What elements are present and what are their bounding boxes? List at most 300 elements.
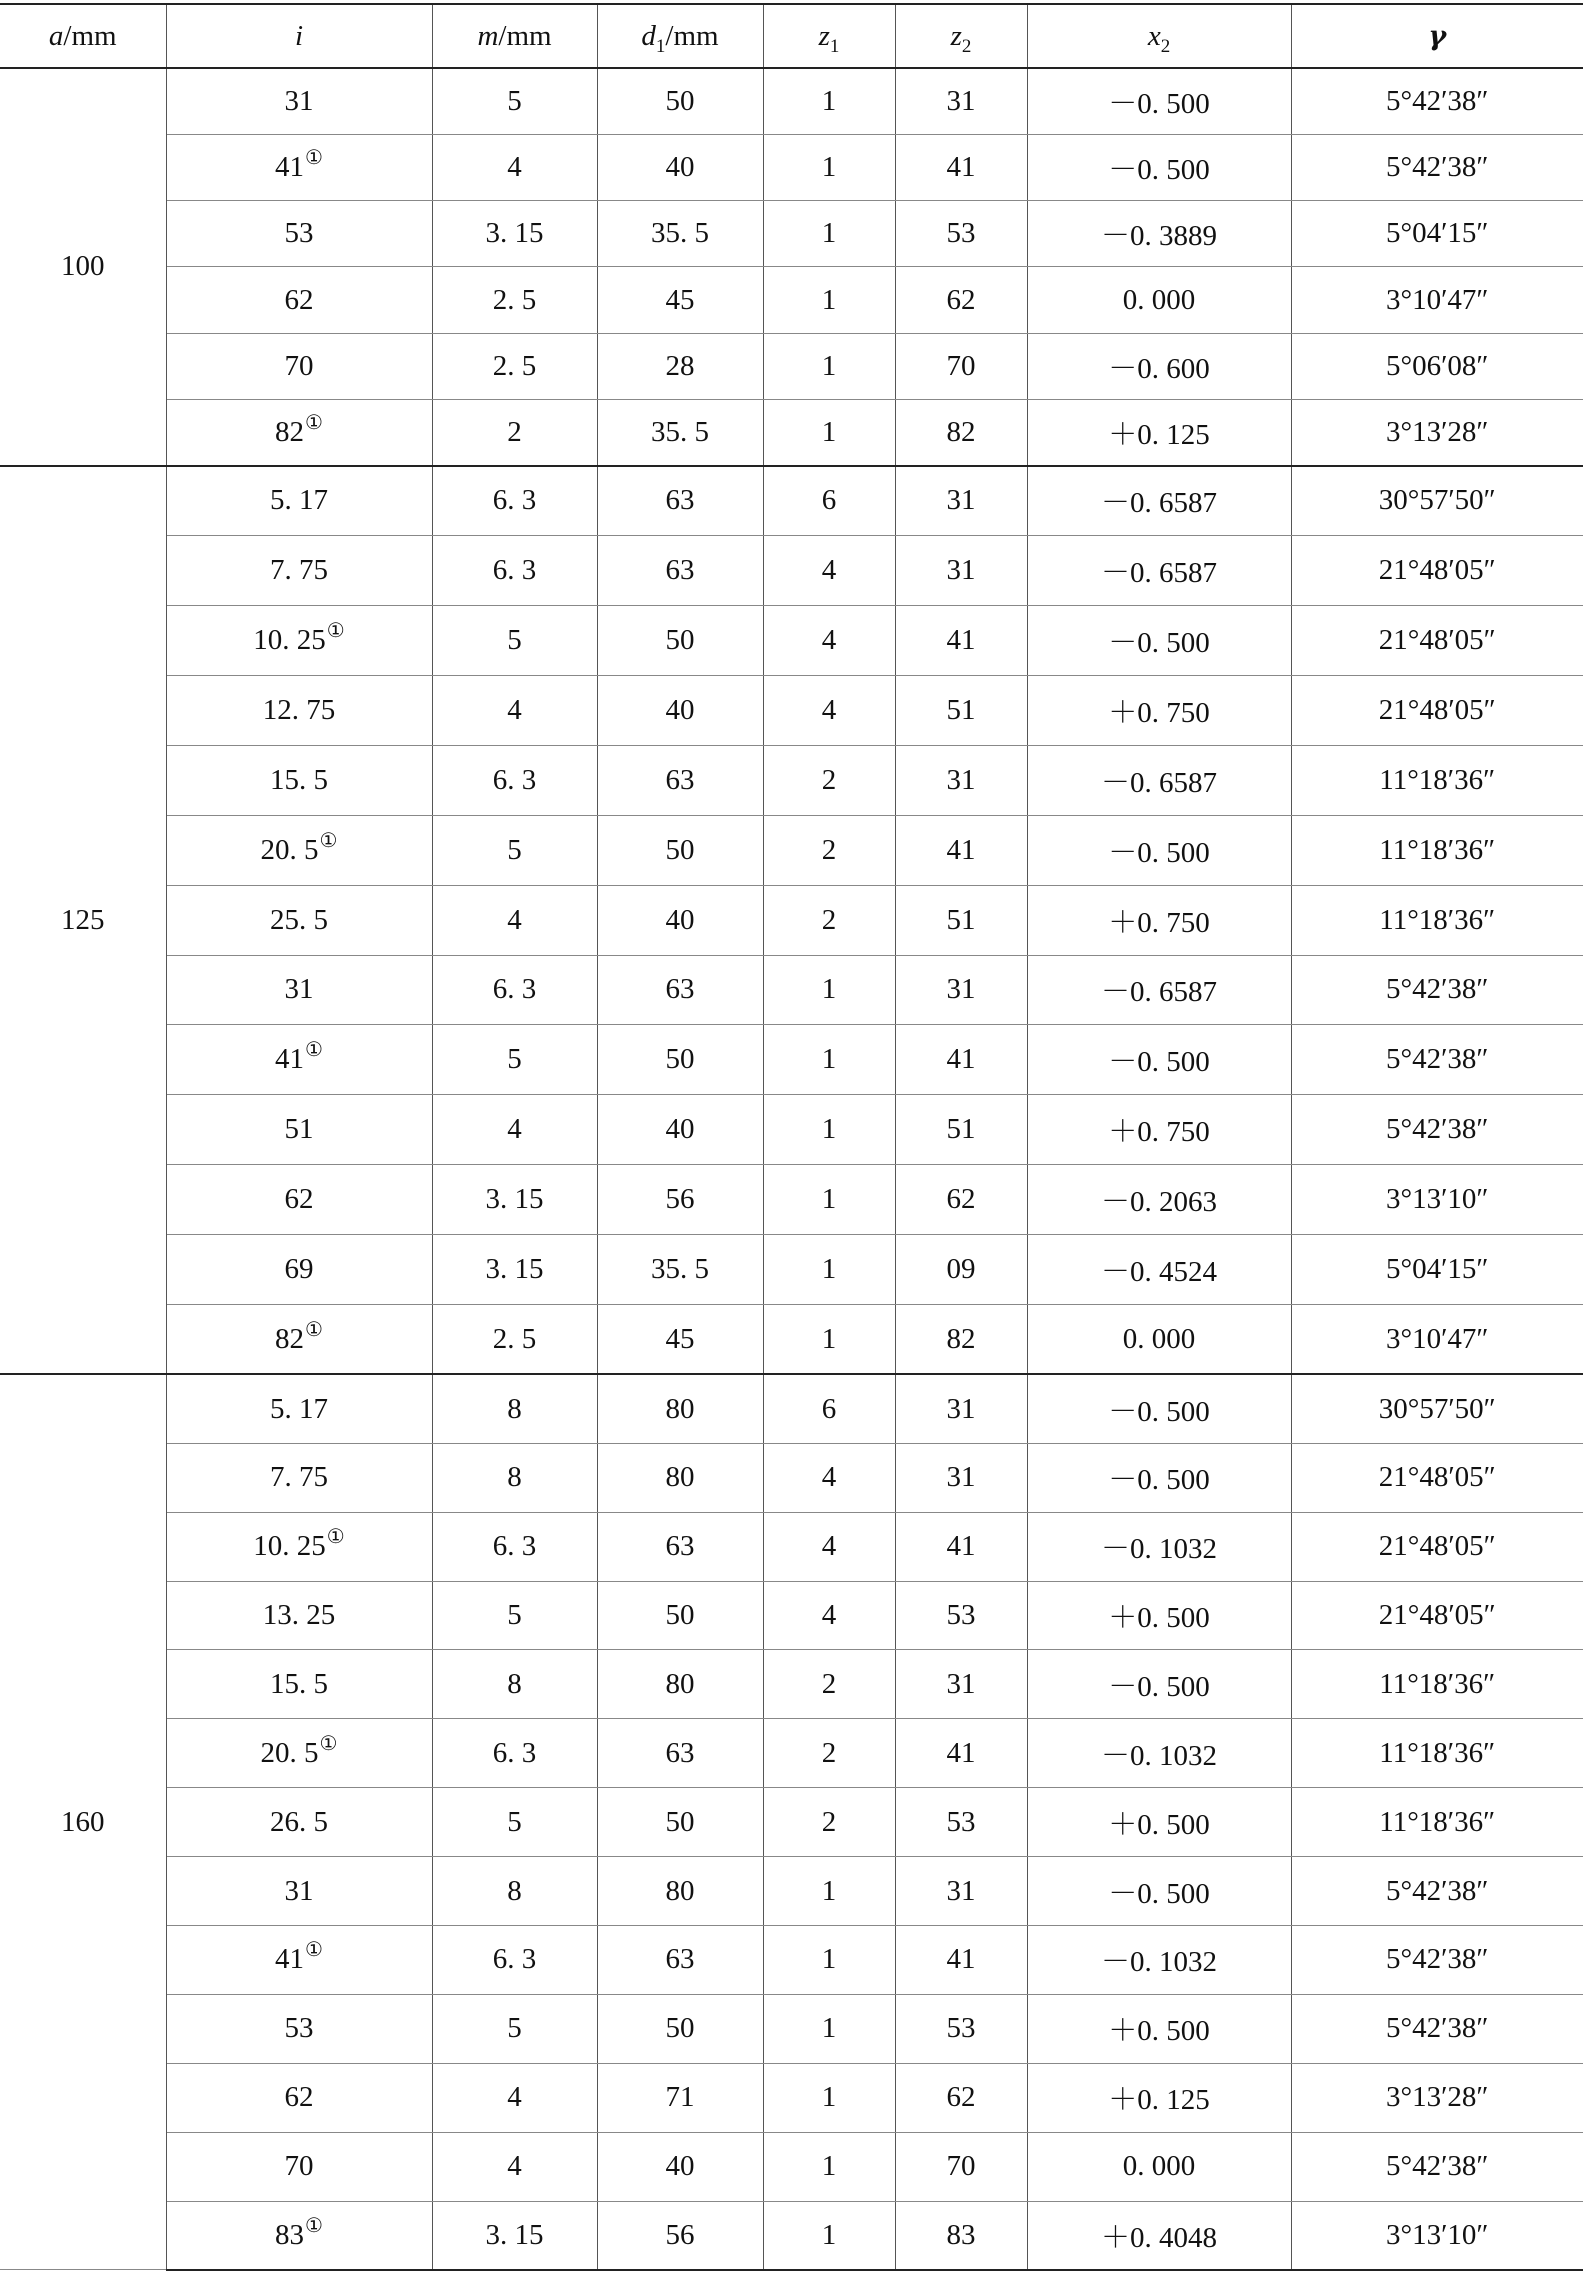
- value-m: 4: [507, 903, 522, 936]
- value-x2: ＋0. 125: [1108, 2084, 1210, 2117]
- value-z1: 2: [821, 763, 837, 796]
- table-row: [0, 333, 1583, 399]
- value-x2: 0. 000: [1122, 1322, 1196, 1355]
- header-z1: $z_1$: [763, 4, 895, 68]
- cell-i: [166, 1443, 432, 1512]
- cell-x2: [1027, 2132, 1291, 2201]
- table-row: [0, 885, 1583, 955]
- cell-m: [432, 1994, 597, 2063]
- cell-z2: [895, 1650, 1027, 1719]
- cell-x2: [1027, 466, 1291, 536]
- cell-m: [432, 1925, 597, 1994]
- value-m: 6. 3: [492, 1943, 537, 1976]
- value-z1: 1: [821, 415, 837, 448]
- value-x2: 0. 000: [1122, 283, 1196, 316]
- value-d1: 63: [665, 763, 695, 796]
- table-row: [0, 2201, 1583, 2270]
- cell-gamma: [1291, 1374, 1583, 1443]
- value-gamma: 5°42′38″: [1385, 1113, 1489, 1146]
- value-z2: 82: [946, 415, 976, 448]
- value-m: 3. 15: [485, 217, 544, 250]
- value-m: 8: [507, 1461, 522, 1494]
- table-row: [0, 399, 1583, 465]
- cell-z1: [763, 606, 895, 676]
- cell-d1: [597, 1581, 763, 1650]
- cell-m: [432, 815, 597, 885]
- value-d1: 63: [665, 973, 695, 1006]
- value-m: 5: [507, 833, 522, 866]
- value-d1: 71: [665, 2081, 695, 2114]
- cell-x2: [1027, 134, 1291, 200]
- value-x2: －0. 1032: [1100, 1533, 1217, 1566]
- value-gamma: 21°48′05″: [1378, 1461, 1496, 1494]
- value-d1: 28: [665, 349, 695, 382]
- value-m: 6. 3: [492, 1736, 537, 1769]
- value-gamma: 21°48′05″: [1378, 1598, 1496, 1631]
- table-row: [0, 1165, 1583, 1235]
- value-i: 10. 25: [253, 1530, 326, 1563]
- footnote-marker: ①: [305, 2214, 323, 2237]
- value-gamma: 3°13′28″: [1385, 2081, 1489, 2114]
- cell-z1: [763, 1235, 895, 1305]
- cell-x2: [1027, 675, 1291, 745]
- value-i: 12. 75: [262, 693, 336, 726]
- value-d1: 80: [665, 1392, 695, 1425]
- cell-z1: [763, 1025, 895, 1095]
- value-gamma: 11°18′36″: [1379, 1805, 1496, 1838]
- value-i: 5. 17: [270, 484, 328, 517]
- cell-i: [166, 1165, 432, 1235]
- cell-i: [166, 2063, 432, 2132]
- cell-x2: [1027, 399, 1291, 465]
- cell-d1: [597, 1719, 763, 1788]
- cell-d1: [597, 134, 763, 200]
- cell-z1: [763, 333, 895, 399]
- cell-x2: [1027, 606, 1291, 676]
- cell-i: [166, 466, 432, 536]
- cell-gamma: [1291, 1925, 1583, 1994]
- cell-i: [166, 745, 432, 815]
- header-i: i: [166, 4, 432, 68]
- value-z1: 2: [821, 1805, 837, 1838]
- value-i: 82: [275, 415, 305, 448]
- cell-x2: [1027, 1650, 1291, 1719]
- value-gamma: 3°10′47″: [1385, 283, 1489, 316]
- value-z1: 1: [821, 1183, 837, 1216]
- value-i: 10. 25: [253, 624, 326, 656]
- value-z2: 83: [946, 2218, 976, 2251]
- table-row: [0, 1788, 1583, 1857]
- cell-gamma: [1291, 68, 1583, 134]
- cell-z2: [895, 68, 1027, 134]
- value-d1: 35. 5: [651, 1253, 709, 1286]
- cell-z2: [895, 1374, 1027, 1443]
- cell-i: [166, 675, 432, 745]
- value-i: 5. 17: [270, 1392, 328, 1425]
- cell-z2: [895, 606, 1027, 676]
- cell-z1: [763, 1719, 895, 1788]
- cell-m: [432, 2132, 597, 2201]
- value-z2: 62: [946, 2081, 976, 2114]
- cell-i: [166, 1788, 432, 1857]
- table-row: [0, 1994, 1583, 2063]
- value-z1: 2: [821, 1736, 837, 1769]
- table-row: [0, 815, 1583, 885]
- cell-gamma: [1291, 1095, 1583, 1165]
- cell-x2: [1027, 1025, 1291, 1095]
- cell-m: [432, 1304, 597, 1374]
- value-z2: 62: [946, 1183, 976, 1216]
- value-z1: 1: [821, 1322, 837, 1355]
- header-m: m/mm: [432, 4, 597, 68]
- cell-d1: [597, 1443, 763, 1512]
- value-gamma: 5°42′38″: [1385, 973, 1489, 1006]
- cell-gamma: [1291, 955, 1583, 1025]
- table-row: [0, 466, 1583, 536]
- value-z2: 51: [946, 903, 976, 936]
- table-row: [0, 1304, 1583, 1374]
- cell-i: [166, 333, 432, 399]
- table-row: [0, 1650, 1583, 1719]
- table-row: [0, 745, 1583, 815]
- cell-i: [166, 1650, 432, 1719]
- cell-m: [432, 675, 597, 745]
- cell-i: [166, 399, 432, 465]
- cell-m: [432, 333, 597, 399]
- center-distance-cell: 160: [0, 1374, 166, 2270]
- cell-z2: [895, 134, 1027, 200]
- footnote-marker: ①: [319, 1732, 338, 1755]
- footnote-marker: ①: [305, 1939, 323, 1962]
- cell-d1: [597, 885, 763, 955]
- value-gamma: 11°18′36″: [1379, 763, 1496, 796]
- value-d1: 40: [665, 2150, 695, 2183]
- cell-x2: [1027, 333, 1291, 399]
- value-i: 20. 5: [260, 1736, 319, 1769]
- cell-d1: [597, 267, 763, 333]
- cell-i: [166, 1235, 432, 1305]
- value-z2: 31: [946, 1667, 976, 1700]
- cell-z1: [763, 134, 895, 200]
- value-gamma: 30°57′50″: [1378, 1392, 1496, 1425]
- cell-d1: [597, 1512, 763, 1581]
- cell-m: [432, 1512, 597, 1581]
- cell-z2: [895, 1304, 1027, 1374]
- value-d1: 63: [665, 1943, 695, 1976]
- table-row: [0, 536, 1583, 606]
- cell-z2: [895, 1443, 1027, 1512]
- cell-x2: [1027, 536, 1291, 606]
- value-m: 3. 15: [485, 1183, 544, 1216]
- value-z2: 41: [946, 150, 976, 183]
- cell-z1: [763, 1443, 895, 1512]
- cell-m: [432, 466, 597, 536]
- cell-z1: [763, 1512, 895, 1581]
- cell-z1: [763, 536, 895, 606]
- cell-d1: [597, 68, 763, 134]
- value-gamma: 11°18′36″: [1379, 1667, 1496, 1700]
- cell-x2: [1027, 2201, 1291, 2270]
- cell-z1: [763, 2063, 895, 2132]
- cell-z2: [895, 399, 1027, 465]
- cell-z1: [763, 1581, 895, 1650]
- table-row: [0, 1235, 1583, 1305]
- cell-d1: [597, 1374, 763, 1443]
- value-gamma: 5°06′08″: [1385, 349, 1489, 382]
- table-row: [0, 1095, 1583, 1165]
- cell-d1: [597, 1025, 763, 1095]
- value-i: 31: [284, 84, 314, 117]
- cell-m: [432, 1857, 597, 1926]
- cell-i: [166, 1581, 432, 1650]
- cell-d1: [597, 466, 763, 536]
- value-d1: 80: [665, 1874, 695, 1907]
- footnote-marker: ①: [305, 1039, 323, 1062]
- value-d1: 50: [665, 84, 695, 117]
- value-z2: 09: [946, 1253, 976, 1286]
- value-x2: －0. 500: [1108, 1464, 1210, 1497]
- value-z1: 1: [821, 2012, 837, 2045]
- cell-z2: [895, 1025, 1027, 1095]
- value-d1: 80: [665, 1461, 695, 1494]
- table-row: [0, 2132, 1583, 2201]
- cell-z2: [895, 2063, 1027, 2132]
- cell-x2: [1027, 1374, 1291, 1443]
- value-i: 70: [284, 2150, 314, 2183]
- value-z2: 51: [946, 1113, 976, 1146]
- value-gamma: 21°48′05″: [1378, 624, 1496, 656]
- value-m: 8: [507, 1667, 522, 1700]
- value-m: 2: [507, 415, 522, 448]
- value-m: 4: [507, 2081, 522, 2114]
- value-gamma: 21°48′05″: [1378, 1530, 1496, 1563]
- value-gamma: 5°04′15″: [1385, 1253, 1489, 1286]
- cell-gamma: [1291, 1235, 1583, 1305]
- value-d1: 40: [665, 693, 695, 726]
- value-d1: 50: [665, 2012, 695, 2045]
- value-m: 4: [507, 2150, 522, 2183]
- cell-m: [432, 1788, 597, 1857]
- value-m: 8: [507, 1874, 522, 1907]
- value-m: 3. 15: [485, 1253, 544, 1286]
- cell-z1: [763, 201, 895, 267]
- cell-m: [432, 1650, 597, 1719]
- value-m: 4: [507, 693, 522, 726]
- value-z2: 62: [946, 283, 976, 316]
- cell-z2: [895, 1788, 1027, 1857]
- value-gamma: 3°13′28″: [1385, 415, 1489, 448]
- cell-d1: [597, 745, 763, 815]
- header-z2: $z_2$: [895, 4, 1027, 68]
- cell-z2: [895, 536, 1027, 606]
- cell-gamma: [1291, 675, 1583, 745]
- cell-x2: [1027, 1994, 1291, 2063]
- cell-m: [432, 399, 597, 465]
- value-gamma: 5°42′38″: [1385, 84, 1489, 117]
- value-z1: 1: [821, 2081, 837, 2114]
- cell-m: [432, 1719, 597, 1788]
- cell-gamma: [1291, 399, 1583, 465]
- value-x2: －0. 6587: [1100, 976, 1217, 1009]
- cell-m: [432, 1165, 597, 1235]
- cell-x2: [1027, 815, 1291, 885]
- value-i: 7. 75: [270, 1461, 328, 1494]
- value-d1: 40: [665, 903, 695, 936]
- cell-x2: [1027, 201, 1291, 267]
- table-row: [0, 1512, 1583, 1581]
- value-m: 6. 3: [492, 763, 537, 796]
- value-i: 62: [284, 1183, 314, 1216]
- value-gamma: 11°18′36″: [1379, 1736, 1496, 1769]
- cell-gamma: [1291, 2063, 1583, 2132]
- cell-d1: [597, 1788, 763, 1857]
- table-row: [0, 2063, 1583, 2132]
- value-z1: 4: [821, 1461, 837, 1494]
- value-z2: 70: [946, 349, 976, 382]
- value-z2: 41: [946, 624, 976, 656]
- value-x2: －0. 4524: [1100, 1256, 1217, 1289]
- cell-z2: [895, 1512, 1027, 1581]
- cell-d1: [597, 1994, 763, 2063]
- cell-gamma: [1291, 885, 1583, 955]
- cell-d1: [597, 606, 763, 676]
- value-z1: 1: [821, 84, 837, 117]
- value-z2: 53: [946, 1598, 976, 1631]
- value-m: 6. 3: [492, 973, 537, 1006]
- cell-i: [166, 815, 432, 885]
- value-x2: ＋0. 500: [1108, 1808, 1210, 1841]
- cell-m: [432, 885, 597, 955]
- value-x2: －0. 6587: [1100, 557, 1217, 590]
- cell-m: [432, 745, 597, 815]
- value-z1: 4: [821, 554, 837, 587]
- cell-i: [166, 2132, 432, 2201]
- cell-x2: [1027, 885, 1291, 955]
- value-gamma: 5°42′38″: [1385, 2012, 1489, 2045]
- value-d1: 56: [665, 2218, 695, 2251]
- value-i: 20. 5: [260, 833, 319, 866]
- value-x2: －0. 600: [1108, 352, 1210, 385]
- value-i: 7. 75: [270, 554, 328, 587]
- cell-i: [166, 2201, 432, 2270]
- cell-i: [166, 201, 432, 267]
- cell-gamma: [1291, 2132, 1583, 2201]
- cell-d1: [597, 815, 763, 885]
- value-x2: －0. 500: [1108, 153, 1210, 186]
- cell-x2: [1027, 1857, 1291, 1926]
- cell-gamma: [1291, 1443, 1583, 1512]
- footnote-marker: ①: [326, 1526, 345, 1549]
- value-z1: 2: [821, 1667, 837, 1700]
- value-d1: 50: [665, 1043, 695, 1076]
- value-x2: ＋0. 4048: [1100, 2221, 1217, 2254]
- cell-i: [166, 1512, 432, 1581]
- header-gamma: γ: [1291, 4, 1583, 68]
- cell-x2: [1027, 955, 1291, 1025]
- cell-z2: [895, 2201, 1027, 2270]
- value-x2: －0. 500: [1108, 1670, 1210, 1703]
- value-z2: 82: [946, 1322, 976, 1355]
- value-i: 25. 5: [270, 903, 328, 936]
- value-x2: －0. 500: [1108, 836, 1210, 869]
- value-d1: 63: [665, 1736, 695, 1769]
- cell-z2: [895, 1581, 1027, 1650]
- cell-gamma: [1291, 745, 1583, 815]
- table-header: [0, 4, 1583, 68]
- value-x2: ＋0. 750: [1108, 696, 1210, 729]
- value-gamma: 5°42′38″: [1385, 1943, 1489, 1976]
- value-z1: 1: [821, 1253, 837, 1286]
- value-x2: ＋0. 750: [1108, 1116, 1210, 1149]
- cell-m: [432, 134, 597, 200]
- cell-gamma: [1291, 134, 1583, 200]
- value-i: 41: [275, 1943, 305, 1976]
- table-row: [0, 1443, 1583, 1512]
- cell-z2: [895, 267, 1027, 333]
- cell-z2: [895, 466, 1027, 536]
- cell-z1: [763, 1374, 895, 1443]
- cell-d1: [597, 1165, 763, 1235]
- cell-z1: [763, 675, 895, 745]
- value-z1: 1: [821, 1943, 837, 1976]
- value-z2: 31: [946, 763, 976, 796]
- cell-d1: [597, 2063, 763, 2132]
- cell-gamma: [1291, 1581, 1583, 1650]
- value-x2: －0. 6587: [1100, 766, 1217, 799]
- value-m: 5: [507, 84, 522, 117]
- value-z2: 41: [946, 833, 976, 866]
- cell-d1: [597, 2132, 763, 2201]
- value-gamma: 5°42′38″: [1385, 150, 1489, 183]
- value-x2: －0. 500: [1108, 1877, 1210, 1910]
- footnote-marker: ①: [305, 146, 323, 169]
- value-d1: 63: [665, 554, 695, 587]
- value-i: 15. 5: [270, 1667, 328, 1700]
- value-m: 5: [507, 1043, 522, 1076]
- group-160: [0, 1374, 1583, 2270]
- value-z1: 4: [821, 624, 837, 656]
- value-z2: 53: [946, 2012, 976, 2045]
- cell-m: [432, 536, 597, 606]
- cell-d1: [597, 1925, 763, 1994]
- cell-i: [166, 1025, 432, 1095]
- value-gamma: 3°13′10″: [1385, 1183, 1489, 1216]
- cell-gamma: [1291, 2201, 1583, 2270]
- cell-m: [432, 2063, 597, 2132]
- cell-z2: [895, 1165, 1027, 1235]
- value-z1: 1: [821, 217, 837, 250]
- value-z1: 1: [821, 2150, 837, 2183]
- value-i: 69: [284, 1253, 314, 1286]
- cell-gamma: [1291, 536, 1583, 606]
- cell-z2: [895, 333, 1027, 399]
- value-x2: －0. 500: [1108, 87, 1210, 120]
- value-x2: －0. 500: [1108, 1046, 1210, 1079]
- value-i: 82: [275, 1322, 305, 1355]
- cell-x2: [1027, 68, 1291, 134]
- value-i: 53: [284, 217, 314, 250]
- cell-x2: [1027, 1165, 1291, 1235]
- cell-m: [432, 606, 597, 676]
- value-d1: 45: [665, 1322, 695, 1355]
- value-i: 62: [284, 283, 314, 316]
- cell-m: [432, 267, 597, 333]
- cell-z2: [895, 1095, 1027, 1165]
- value-x2: －0. 3889: [1100, 220, 1217, 253]
- cell-z1: [763, 399, 895, 465]
- value-d1: 56: [665, 1183, 695, 1216]
- value-z1: 2: [821, 833, 837, 866]
